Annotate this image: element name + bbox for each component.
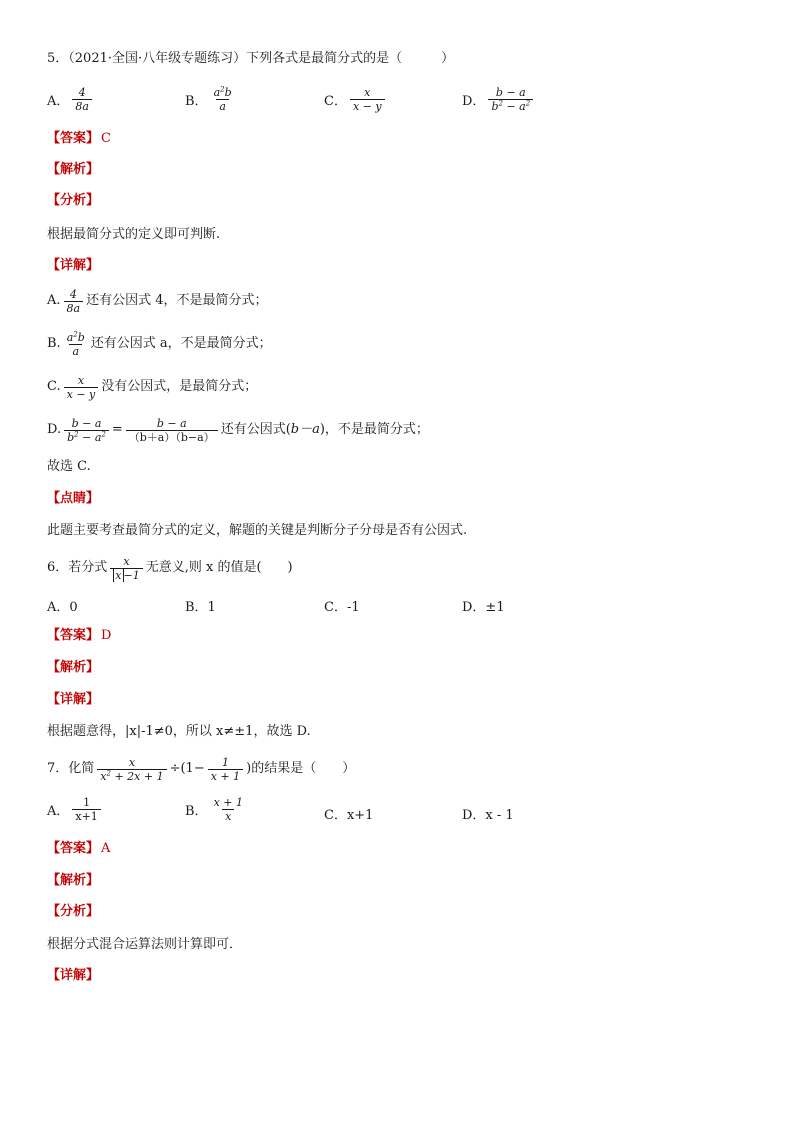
jiexi-tag: 【解析】	[47, 162, 100, 177]
detail-label: C.	[47, 379, 61, 394]
exponent: 2	[101, 429, 106, 438]
q5-option-a[interactable]	[47, 86, 95, 113]
base: b	[67, 430, 75, 444]
q5-fenxi	[47, 192, 99, 210]
q6-option-c[interactable]: C．-1	[324, 600, 360, 615]
fraction	[64, 374, 99, 401]
stem-text: 7．化简	[47, 761, 95, 776]
answer-value: D	[101, 628, 112, 643]
tail: + 2x + 1	[110, 769, 164, 783]
q6-option-d[interactable]: D．±1	[462, 600, 505, 615]
q5-answer	[47, 130, 111, 148]
q5-xiangjie	[47, 257, 99, 275]
exponent: 2	[525, 99, 531, 108]
numerator: x	[123, 554, 130, 568]
denominator: a	[69, 344, 82, 358]
q7-option-d[interactable]: D．x - 1	[462, 808, 514, 823]
fraction	[64, 288, 84, 315]
q7-option-b[interactable]	[185, 796, 249, 823]
denominator: （b＋a）（b−a）	[126, 430, 218, 444]
denominator: x − y	[350, 99, 385, 113]
answer-value: C	[101, 131, 111, 146]
equals-sign: =	[111, 422, 123, 437]
q5-option-b[interactable]	[185, 86, 238, 113]
exponent: 2	[220, 85, 225, 94]
denominator: x + 1	[208, 769, 243, 783]
q5-detail-a	[47, 286, 268, 316]
exponent: 2	[74, 429, 79, 438]
q5-conclusion: 故选 C.	[47, 459, 91, 474]
numerator: x	[128, 755, 136, 769]
numerator	[64, 331, 88, 344]
tail: b	[77, 330, 85, 344]
stem-text: 6．若分式	[47, 560, 108, 575]
denominator: a	[216, 99, 229, 113]
detail-text: 还有公因式(	[220, 422, 291, 437]
fraction	[110, 555, 142, 582]
answer-value: A	[101, 841, 111, 856]
q7-answer	[47, 840, 110, 858]
numerator: b − a	[71, 416, 102, 430]
q6-option-a[interactable]: A．0	[47, 600, 78, 615]
xiangjie-tag: 【详解】	[47, 692, 100, 707]
fraction	[72, 86, 92, 113]
numerator: x	[77, 373, 85, 387]
q6-detail: 根据题意得，|x|-1≠0，所以 x≠±1，故选 D.	[47, 724, 311, 739]
denominator: x − y	[64, 387, 99, 401]
q5-option-c[interactable]	[324, 86, 388, 113]
detail-text: 没有公因式，是最简分式；	[101, 379, 258, 394]
answer-tag: 【答案】	[47, 628, 100, 643]
mid: − a	[78, 430, 102, 444]
detail-text: 还有公因式 a，不是最简分式；	[90, 336, 272, 351]
exponent: 2	[73, 329, 78, 338]
denominator: x+1	[72, 809, 100, 823]
detail-label: A.	[47, 293, 61, 308]
tail: −1	[123, 568, 140, 582]
stem-text: 无意义,则 x 的值是( )	[145, 560, 293, 575]
q7-fenxi-text: 根据分式混合运算法则计算即可．	[47, 937, 243, 952]
q5-detail-d	[47, 414, 429, 446]
fraction	[208, 756, 243, 783]
fenxi-tag: 【分析】	[47, 904, 100, 919]
fraction	[211, 796, 246, 823]
fraction	[64, 331, 88, 358]
stem-text: ÷(1−	[169, 761, 205, 776]
option-label: C．	[324, 94, 347, 109]
numerator: 4	[78, 86, 86, 99]
fraction	[488, 86, 533, 113]
mid: − a	[502, 100, 526, 113]
denominator	[488, 99, 533, 113]
factor: b－a	[290, 422, 320, 437]
q5-stem: 5．（2021·全国·八年级专题练习）下列各式是最简分式的是（ ）	[47, 51, 455, 66]
q5-fenxi-text: 根据最简分式的定义即可判断.	[47, 227, 221, 242]
xiangjie-tag: 【详解】	[47, 258, 100, 273]
base: a	[66, 330, 74, 344]
denominator: 8a	[64, 301, 84, 315]
option-label: D．	[462, 94, 486, 109]
q7-fenxi	[47, 903, 99, 921]
option-label: B．	[185, 94, 208, 109]
fraction	[72, 796, 100, 823]
q5-detail-c	[47, 372, 257, 402]
numerator: 1	[221, 755, 229, 769]
q5-dianjing	[47, 490, 99, 508]
denominator	[97, 769, 166, 783]
denominator: x	[222, 809, 234, 823]
fraction	[350, 86, 385, 113]
numerator: 1	[83, 796, 91, 809]
q6-option-b[interactable]: B．1	[185, 600, 216, 615]
q5-option-d[interactable]	[462, 86, 536, 113]
jiexi-tag: 【解析】	[47, 660, 100, 675]
denominator	[64, 430, 109, 444]
numerator: b − a	[495, 86, 526, 99]
q5-dianjing-text: 此题主要考查最简分式的定义，解题的关键是判断分子分母是否有公因式.	[47, 523, 468, 538]
stem-text: )的结果是（ ）	[246, 761, 356, 776]
q6-jiexi	[47, 659, 99, 677]
abs-value: x	[115, 568, 122, 582]
answer-tag: 【答案】	[47, 841, 100, 856]
q5-detail-b	[47, 329, 272, 359]
q6-answer	[47, 627, 111, 645]
detail-label: D.	[47, 422, 62, 437]
detail-label: B.	[47, 336, 61, 351]
base: a	[213, 86, 221, 99]
fraction	[64, 417, 109, 444]
numerator: x + 1	[213, 796, 243, 809]
denominator: 8a	[72, 99, 92, 113]
denominator	[110, 568, 142, 582]
tail: b	[224, 86, 232, 99]
option-label: A．	[47, 804, 70, 819]
q6-xiangjie	[47, 691, 99, 709]
numerator: 4	[69, 287, 77, 301]
fenxi-tag: 【分析】	[47, 193, 100, 208]
fraction	[126, 417, 218, 444]
q7-xiangjie	[47, 967, 99, 985]
fraction	[211, 86, 235, 113]
fraction	[97, 756, 166, 783]
q6-stem	[47, 552, 293, 584]
detail-text: 还有公因式 4，不是最简分式；	[86, 293, 268, 308]
base: x	[100, 769, 107, 783]
numerator: b − a	[156, 416, 187, 430]
q7-option-c[interactable]: C．x+1	[324, 808, 374, 823]
xiangjie-tag: 【详解】	[47, 968, 100, 983]
answer-tag: 【答案】	[47, 131, 100, 146]
detail-text: )，不是最简分式；	[319, 422, 429, 437]
option-label: B．	[185, 804, 208, 819]
q5-jiexi	[47, 161, 99, 179]
q7-stem	[47, 752, 355, 786]
exponent: 2	[106, 768, 111, 777]
q7-option-a[interactable]	[47, 796, 104, 823]
base: b	[491, 100, 499, 113]
numerator	[211, 86, 235, 99]
option-label: A．	[47, 94, 70, 109]
q7-jiexi	[47, 872, 99, 890]
exponent: 2	[498, 99, 503, 108]
jiexi-tag: 【解析】	[47, 873, 100, 888]
dianjing-tag: 【点睛】	[47, 491, 100, 506]
numerator: x	[364, 86, 371, 99]
